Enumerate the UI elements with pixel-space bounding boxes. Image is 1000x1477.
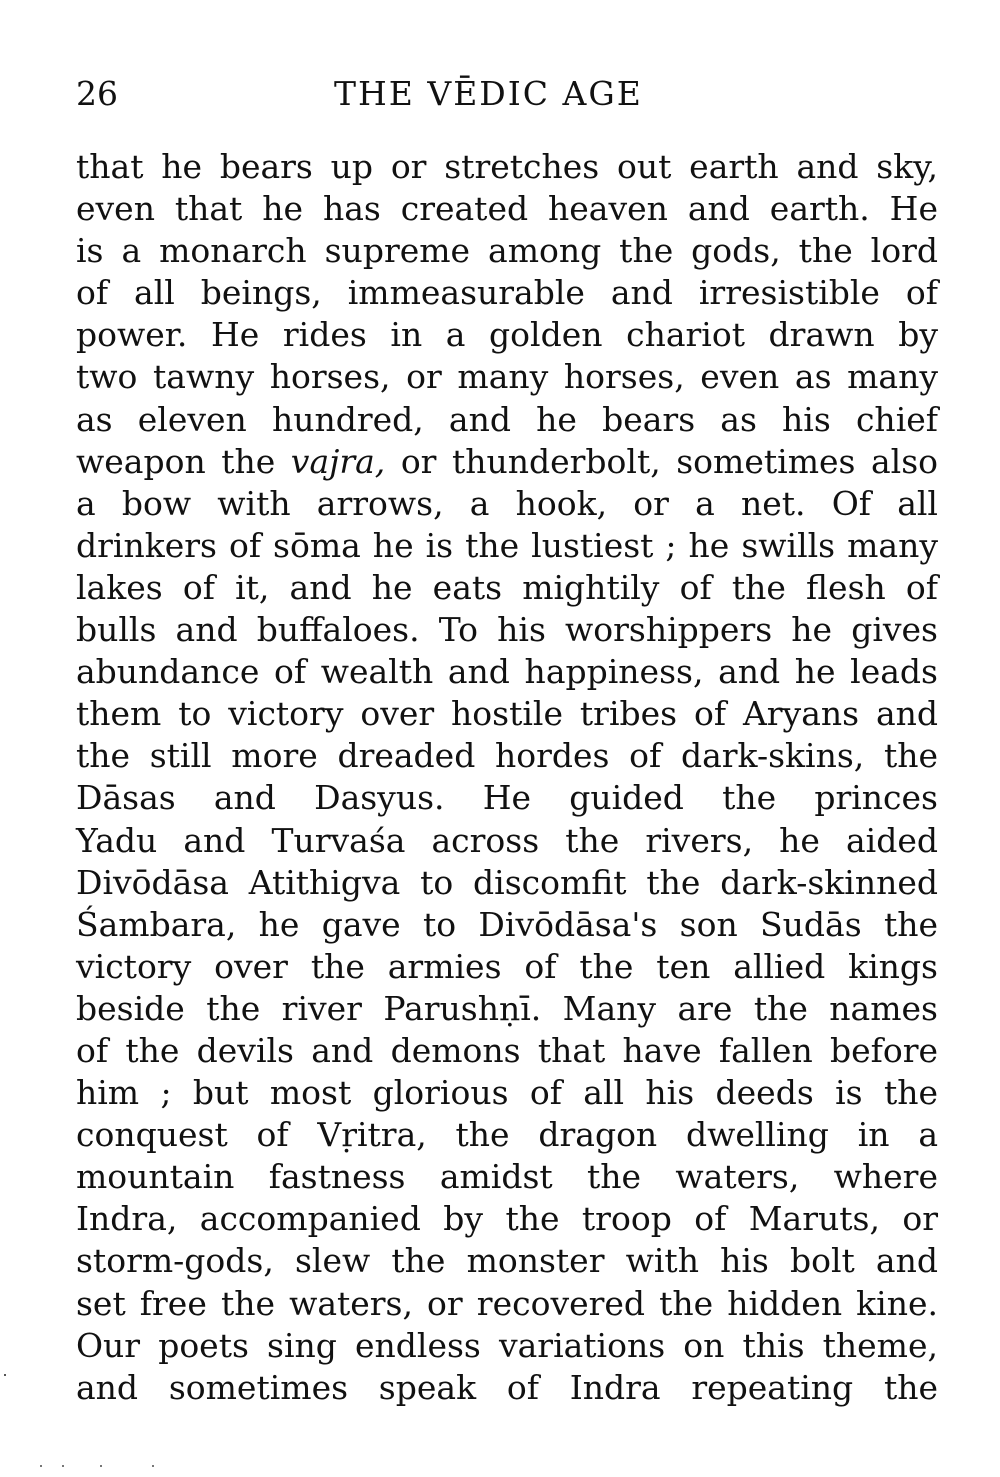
text-line: mountain fastness amidst the waters, where	[76, 1157, 938, 1197]
text-line: lakes of it, and he eats mightily of the flesh of	[76, 567, 938, 607]
text-line: Dāsas and Dasyus. He guided the princes	[76, 778, 938, 818]
scan-specks	[40, 1465, 160, 1469]
running-head	[76, 72, 938, 116]
text-line: storm-gods, slew the monster with his bolt and	[76, 1241, 938, 1281]
scan-speck	[4, 1374, 6, 1376]
scan-speck	[62, 1465, 64, 1467]
text-line: Divōdāsa Atithigva to discomfit the dark-skinned	[76, 862, 938, 902]
text-line: set free the waters, or recovered the hidden kine.	[76, 1283, 938, 1323]
text-line: abundance of wealth and happiness, and he leads	[76, 652, 938, 692]
body-text	[76, 146, 938, 1409]
text-line: of the devils and demons that have fallen before	[76, 1030, 938, 1070]
text-line: Śambara, he gave to Divōdāsa's son Sudās the	[76, 904, 938, 944]
text-line: a bow with arrows, a hook, or a net. Of all	[76, 483, 938, 523]
text-line: even that he has created heaven and earth. He	[76, 189, 938, 229]
running-title: THE VĒDIC AGE	[334, 74, 643, 113]
text-line: them to victory over hostile tribes of Aryans and	[76, 694, 938, 734]
scan-speck	[40, 1465, 42, 1467]
text-line: Our poets sing endless variations on this theme,	[76, 1325, 938, 1365]
text-line: the still more dreaded hordes of dark-skins, the	[76, 736, 938, 776]
text-line: is a monarch supreme among the gods, the lord	[76, 231, 938, 271]
text-line: bulls and buffaloes. To his worshippers he gives	[76, 610, 938, 650]
scan-speck	[100, 1465, 102, 1467]
text-fragment: weapon the	[76, 441, 291, 481]
text-line: of all beings, immeasurable and irresistible of	[76, 273, 938, 313]
text-line	[76, 441, 938, 483]
page-number: 26	[76, 74, 118, 113]
text-line: him ; but most glorious of all his deeds is the	[76, 1073, 938, 1113]
text-line: power. He rides in a golden chariot drawn by	[76, 315, 938, 355]
text-line: victory over the armies of the ten allied kings	[76, 946, 938, 986]
text-line: drinkers of sōma he is the lustiest ; he swills many	[76, 525, 938, 565]
text-line: as eleven hundred, and he bears as his chief	[76, 399, 938, 439]
text-line: and sometimes speak of Indra repeating the	[76, 1367, 938, 1407]
text-line: that he bears up or stretches out earth and sky,	[76, 147, 938, 186]
text-line: beside the river Parushṇī. Many are the names	[76, 988, 938, 1028]
text-line: Yadu and Turvaśa across the rivers, he aided	[76, 820, 938, 860]
text-line: Indra, accompanied by the troop of Maruts, or	[76, 1199, 938, 1239]
text-fragment: or thunderbolt, sometimes also	[385, 441, 938, 481]
text-line: conquest of Vṛitra, the dragon dwelling in a	[76, 1115, 938, 1155]
scan-speck	[152, 1465, 154, 1467]
text-line: two tawny horses, or many horses, even as many	[76, 357, 938, 397]
italic-term: vajra,	[290, 441, 386, 481]
